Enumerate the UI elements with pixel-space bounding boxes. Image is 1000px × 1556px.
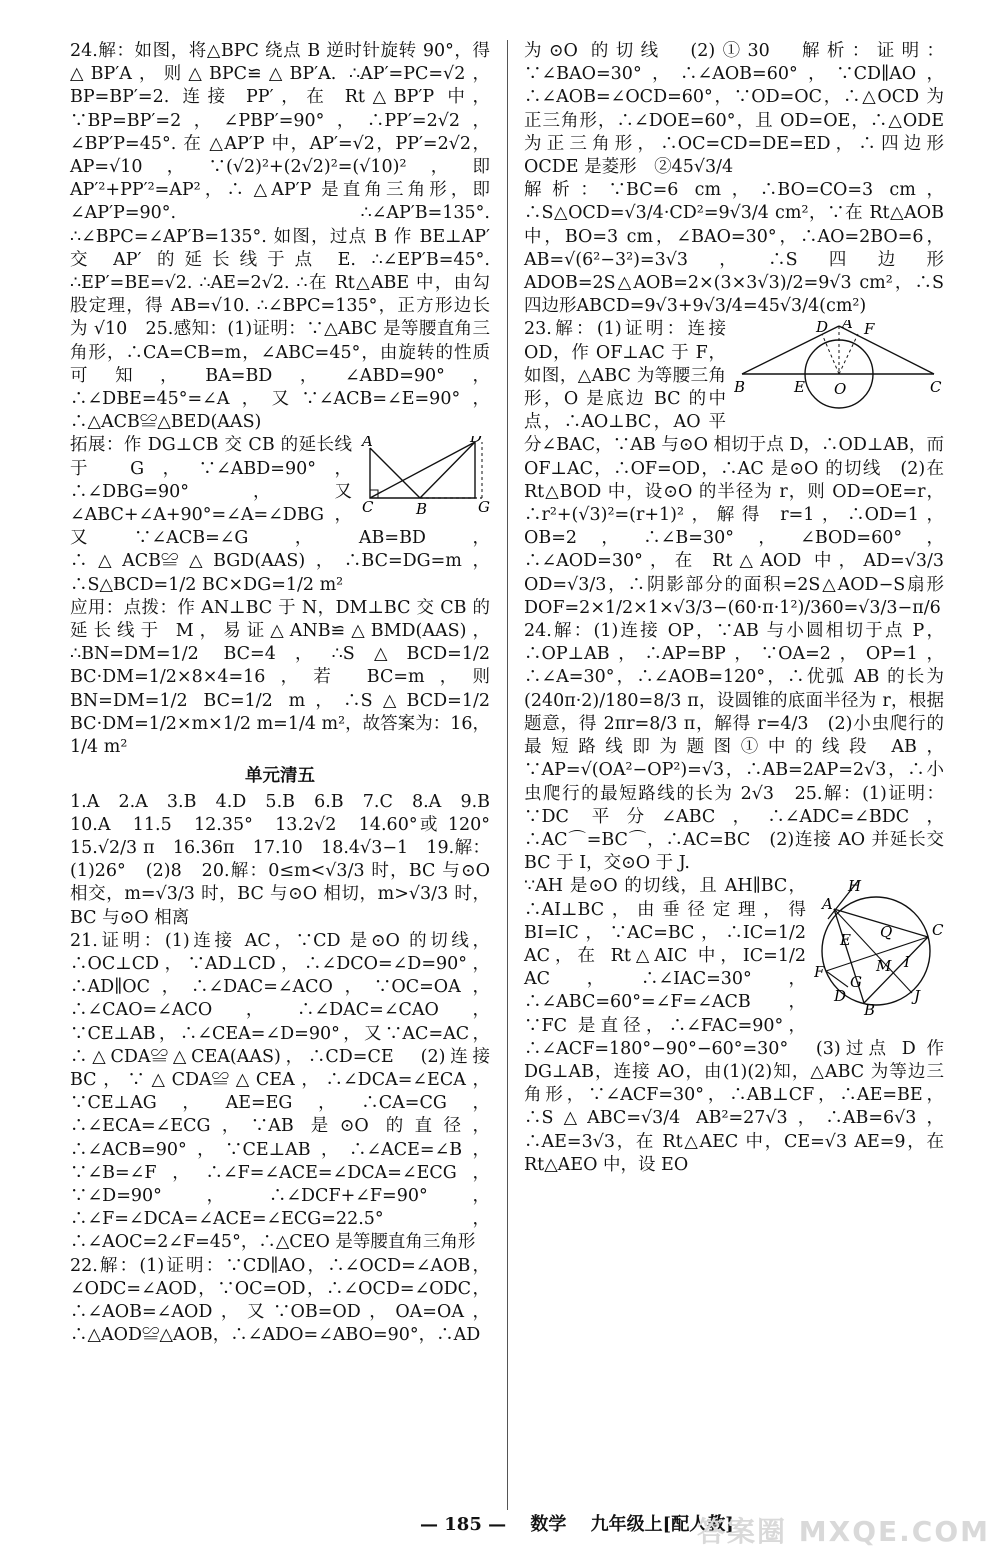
figure-label: B xyxy=(864,1001,876,1018)
figure-label: C xyxy=(930,378,942,397)
figure-label: Q xyxy=(880,923,893,942)
application-paragraph: 应用：点拨：作 AN⊥BC 于 N，DM⊥BC 交 CB 的延长线于 M，易证△ANB≌△BMD(AAS)，∴BN=DM=1/2 BC=4，∴S△BCD=1/2 BC·DM=1/2×8×4=16，若 BC=m，则 BN=DM=1/2 BC=1/2 m，∴S△BCD=1/2 BC·DM=1/2×m×1/2 m=1/4 m²，故答案为：16，1/4 m² xyxy=(70,597,490,758)
answer-24-25: 24.解：(1)连接 OP，∵AB 与小圆相切于点 P，∴OP⊥AB，∴AP=BP，∵OA=2，OP=1，∴∠A=30°，∴∠AOB=120°，∴优弧 AB 的长为 (240π·2)/180=8/3 π，设圆锥的底面半径为 r，根据题意，得 2πr=8/3 π，解得 r=4/3 (2)小虫爬行的最短路线即为题图①中的线段 AB，∵AP=√(OA²−OP²)=√3，∴AB=2AP=2√3，∴小虫爬行的最短路线的长为 2√3 25.解：(1)证明：∵DC 平分∠ABC，∴∠ADC=∠BDC，∴AC⌒=BC⌒，∴AC=BC (2)连接 AO 并延长交 BC 于 I，交⊙O 于 J. xyxy=(524,621,944,874)
answer-24-25: 24.解：如图，将△BPC 绕点 B 逆时针旋转 90°，得 △BP′A，则△BPC≌△BP′A. ∴AP′=PC=√2，BP=BP′=2. 连接 PP′，在 Rt△BP′P 中，∵BP=BP′=2，∠PBP′=90°，∴PP′=2√2，∠BP′P=45°. 在 △AP′P 中，AP′=√2，PP′=2√2，AP=√10，∵(√2)²+(2√2)²=(√10)²，即 AP′²+PP′²=AP²，∴ △AP′P 是直角三角形，即∠AP′P=90°. ∴∠AP′B=135°. ∴∠BPC=∠AP′B=135°. 如图，过点 B 作 BE⊥AP′ 交 AP′ 的延长线于点 E. ∴∠EP′B=45°. ∴EP′=BE=√2. ∴AE=2√2. ∴在 Rt△ABE 中，由勾股定理，得 AB=√10. ∴∠BPC=135°，正方形边长为 √10 25.感知：(1)证明：∵△ABC 是等腰直角三角形，∴CA=CB=m，∠ABC=45°，由旋转的性质可知，BA=BD，∠ABD=90°，∴∠DBE=45°=∠A，又∵∠ACB=∠E=90°，∴△ACB≌△BED(AAS) xyxy=(70,41,490,433)
answer-21: 21.证明：(1)连接 AC，∵CD 是⊙O 的切线，∴OC⊥CD，∵AD⊥CD，∴∠DCO=∠D=90°，∴AD∥OC，∴∠DAC=∠ACO，∵OC=OA，∴∠CAO=∠ACO，∴∠DAC=∠CAO，∵CE⊥AB，∴∠CEA=∠D=90°，又∵AC=AC，∴△CDA≌△CEA(AAS)，∴CD=CE (2)连接 BC，∵△CDA≌△CEA，∴∠DCA=∠ECA，∵CE⊥AG，AE=EG，∴CA=CG，∴∠ECA=∠ECG，∵AB 是⊙O 的直径，∴∠ACB=90°，∵CE⊥AB，∴∠ACE=∠B，∵∠B=∠F，∴∠F=∠ACE=∠DCA=∠ECG，∵∠D=90°，∴∠DCF+∠F=90°，∴∠F=∠DCA=∠ACE=∠ECG=22.5°，∴∠AOC=2∠F=45°，∴△CEO 是等腰直角三角形 xyxy=(70,930,490,1253)
figure-label: A xyxy=(362,436,373,451)
extension-paragraph: 拓展：作 DG⊥CB 交 CB 的延长线于 G，∵∠ABD=90°，∴∠DBG=90°，又∠ABC+∠A+90°=∠A=∠DBG，又∵∠ACB=∠G，AB=BD，∴△ACB≌△BGD(AAS)，∴BC=DG=m，∴S△BCD=1/2 BC×DG=1/2 m² xyxy=(70,435,490,595)
figure-label: G xyxy=(850,973,862,992)
figure-label: I xyxy=(904,953,910,972)
left-column xyxy=(70,40,508,1347)
grade-label: 九年级上[配人教] xyxy=(590,1514,734,1535)
figure-label: J xyxy=(914,987,921,1006)
figure-label: D xyxy=(834,987,847,1006)
figure-triangle-extension xyxy=(360,436,490,523)
subject-label: 数学 xyxy=(530,1514,567,1535)
figure-label: H xyxy=(848,877,862,896)
answer-22-analysis: 解析：∵BC=6 cm，∴BO=CO=3 cm，∴S△OCD=√3/4·CD²=9√3/4 cm²，∵在 Rt△AOB 中，BO=3 cm，∠BAO=30°，∴AO=2BO=6，AB=√(6²−3²)=3√3，∴S四边形ADOB=2S△AOB=2×(3×3√3)/2=9√3 cm²，∴S四边形ABCD=9√3+9√3/4=45√3/4(cm²) xyxy=(524,180,944,317)
figure-label: C xyxy=(362,498,374,517)
figure-label: E xyxy=(840,931,851,950)
figure-label: F xyxy=(814,963,825,982)
answer-22-continued: 为⊙O 的切线 (2)①30 解析：证明：∵∠BAO=30°，∴∠AOB=60°，∵CD∥AO，∴∠AOB=∠OCD=60°，∵OD=OC，∴△OCD 为正三角形，∴∠DOE=60°，且 OD=OE，∴△ODE 为正三角形，∴OC=CD=DE=ED，∴四边形 OCDE 是菱形 ②45√3/4 xyxy=(524,41,944,178)
figure-label: B xyxy=(416,500,428,517)
column-divider xyxy=(507,40,508,1510)
figure-label: A xyxy=(842,320,853,333)
figure-label: G xyxy=(478,498,490,517)
figure-label: D xyxy=(470,436,483,447)
figure-tangent-circle xyxy=(734,320,944,417)
figure-label: B xyxy=(734,378,746,397)
section-heading: 单元清五 xyxy=(245,766,315,787)
answers-1-20: 1.A 2.A 3.B 4.D 5.B 6.B 7.C 8.A 9.B 10.A 11.5 12.35° 13.2√2 14.60°或 120° 15.√2/3 π 16.36π 17.10 18.4√3−1 19.解：(1)26° (2)8 20.解：0≤m<√3/3 时，BC 与⊙O 相交，m=√3/3 时，BC 与⊙O 相切，m>√3/3 时，BC 与⊙O 相离 xyxy=(70,791,508,928)
watermark-logo: 答案圈 MXQE.COM xyxy=(697,1515,990,1548)
answer-23: 23.解：(1)证明：连接 OD，作 OF⊥AC 于 F，如图，△ABC 为等腰三角形，O 是底边 BC 的中点，∴AO⊥BC，AO 平分∠BAC，∵AB 与⊙O 相切于点 D，∴OD⊥AB，而 OF⊥AC，∴OF=OD，∴AC 是⊙O 的切线 (2)在 Rt△BOD 中，设⊙O 的半径为 r，则 OD=OE=r，∴r²+(√3)²=(r+1)²，解得 r=1，∴OD=1，OB=2，∴∠B=30°，∠BOD=60°，∴∠AOD=30°，在 Rt△AOD 中，AD=√3/3 OD=√3/3，∴阴影部分的面积=2S△AOD−S扇形DOF=2×1/2×1×√3/3−(60·π·1²)/360=√3/3−π/6 xyxy=(524,319,944,618)
figure-inscribed-triangle xyxy=(814,877,944,1024)
answer-22: 22.解：(1)证明：∵CD∥AO，∴∠OCD=∠AOB，∠ODC=∠AOD，∵OC=OD，∴∠OCD=∠ODC，∴∠AOB=∠AOD，又∵OB=OD，OA=OA，∴△AOD≌△AOB，∴∠ADO=∠ABO=90°，∴AD xyxy=(70,1255,490,1346)
figure-label: D xyxy=(816,320,829,337)
page-number: — 185 — xyxy=(420,1514,507,1535)
figure-label: O xyxy=(834,380,847,399)
figure-label: E xyxy=(794,378,805,397)
figure-label: C xyxy=(932,921,944,940)
answer-25-continued: ∵AH 是⊙O 的切线，且 AH∥BC，∴AI⊥BC，由垂径定理，得 BI=IC，∵AC=BC，∴IC=1/2 AC，在 Rt△AIC 中，IC=1/2 AC，∴∠IAC=30°，∴∠ABC=60°=∠F=∠ACB，∵FC 是直径，∴∠FAC=90°，∴∠ACF=180°−90°−60°=30° (3)过点 D 作 DG⊥AB，连接 AO，由(1)(2)知，△ABC 为等边三角形，∵∠ACF=30°，∴AB⊥CF，∴AE=BE，∴S△ABC=√3/4 AB²=27√3，∴AB=6√3，∴AE=3√3，在 Rt△AEC 中，CE=√3 AE=9，在 Rt△AEO 中，设 EO xyxy=(524,876,944,1175)
right-column xyxy=(524,40,944,1177)
figure-label: F xyxy=(864,320,875,339)
figure-label: M xyxy=(876,957,892,976)
figure-label: A xyxy=(822,895,833,914)
